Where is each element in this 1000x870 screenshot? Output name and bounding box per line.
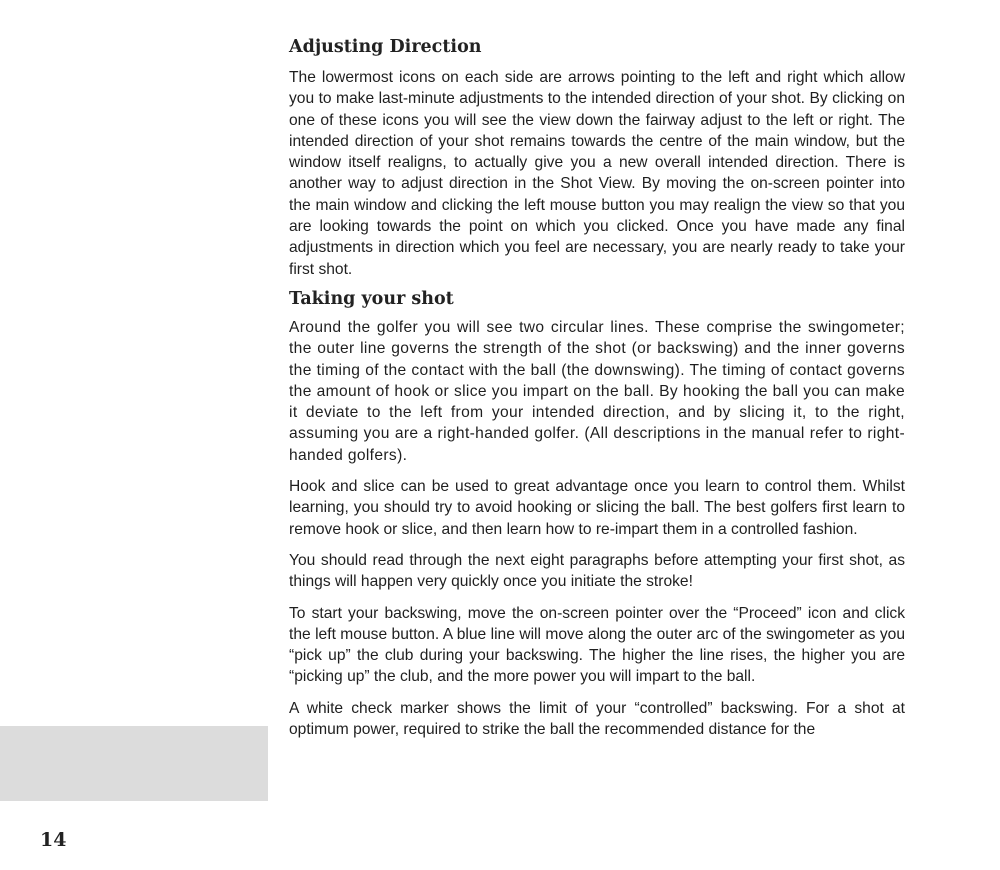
paragraph-backswing: To start your backswing, move the on-screen pointer over the “Proceed” icon and click the left mouse button. A blue line will move along the outer arc of the swingometer as you “pick up” the club during your backswing. The higher the line rises, the higher you are “picking up” the club, and the more power you will impart to the ball. xyxy=(289,604,905,686)
gray-margin-block xyxy=(0,726,268,801)
paragraph-swingometer: Around the golfer you will see two circular lines. These comprise the swingometer; the outer line governs the strength of the shot (or backswing) and the inner governs the timing of the contact with the ball (the downswing). The timing of contact governs the amount of hook or slice you impart on the ball. By hooking the ball you can make it deviate to the left from your intended direction, and by slicing it, to the right, assuming you are a right-handed golfer. (All descriptions in the manual refer to right-handed golfers). xyxy=(289,318,905,464)
paragraph-adjusting-direction: The lowermost icons on each side are arrows pointing to the left and right which allow you to make last-minute adjustments to the intended direction of your shot. By clicking on one of these icons you will see the view down the fairway adjust to the left or right. The intended direction of your shot remains towards the centre of the main window, but the window itself realigns, to actually give you a new overall intended direction. There is another way to adjust direction in the Shot View. By moving the on-screen pointer into the main window and clicking the left mouse button you may realign the view so that you are looking towards the point on which you clicked. Once you have made any final adjustments in direction which you feel are necessary, you are nearly ready to take your first shot. xyxy=(289,69,905,278)
paragraph-read-through: You should read through the next eight paragraphs before attempting your first shot, as things will happen very quickly once you initiate the stroke! xyxy=(289,551,905,591)
page-number: 14 xyxy=(40,829,67,851)
paragraph-hook-slice: Hook and slice can be used to great advantage once you learn to control them. Whilst learning, you should try to avoid hooking or slicing the ball. The best golfers first learn to remove hook or slice, and then learn how to re-impart them in a controlled fashion. xyxy=(289,478,905,538)
section-heading-taking-your-shot: Taking your shot xyxy=(289,288,454,309)
paragraph-check-marker: A white check marker shows the limit of your “controlled” backswing. For a shot at optimum power, required to strike the ball the recommended distance for the xyxy=(289,699,905,739)
manual-body xyxy=(289,34,905,740)
section-heading-adjusting-direction: Adjusting Direction xyxy=(289,37,482,57)
